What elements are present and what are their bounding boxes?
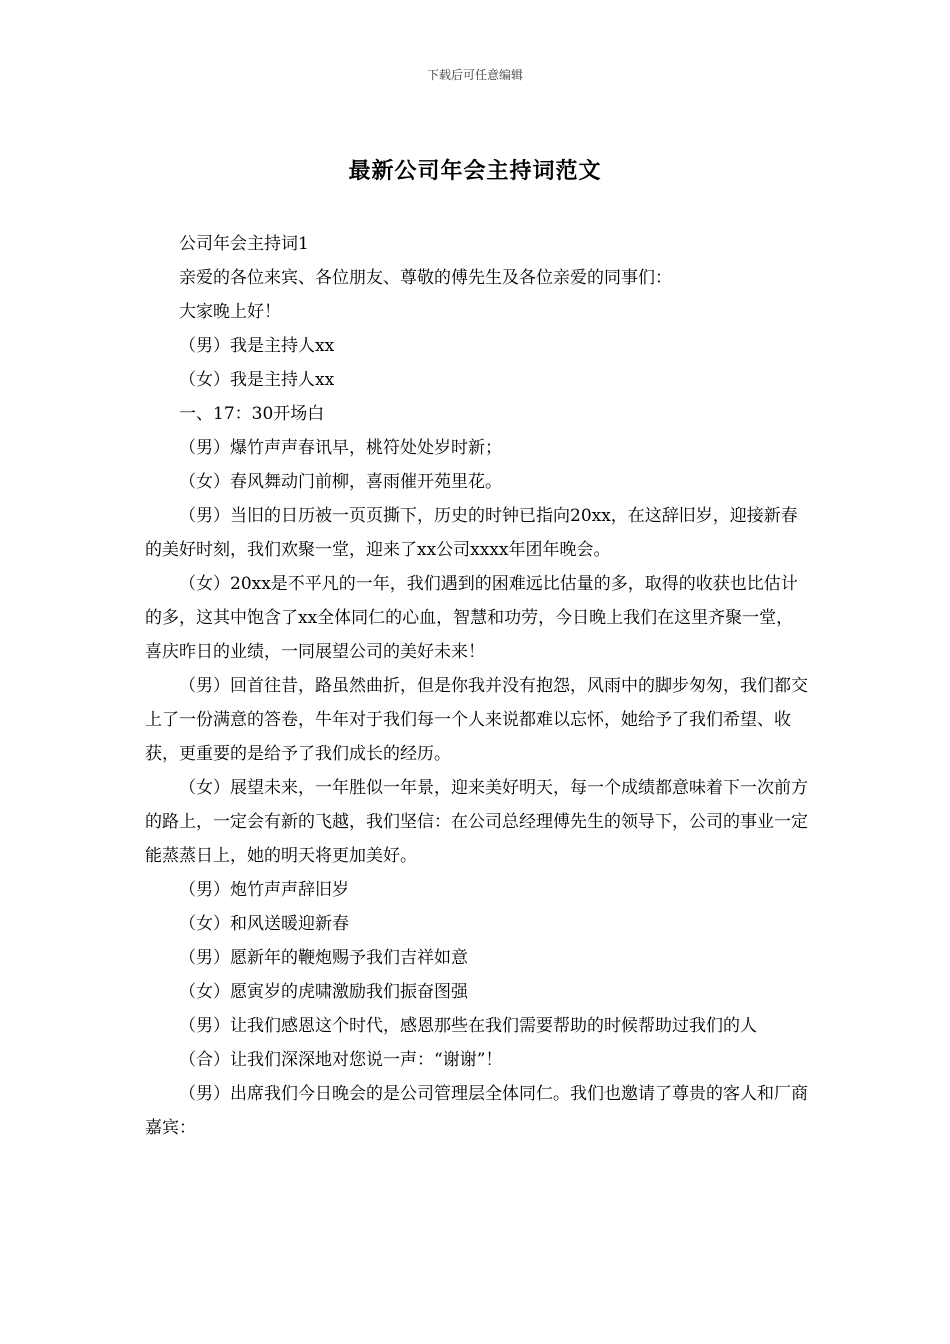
paragraph: （女）展望未来，一年胜似一年景，迎来美好明天，每一个成绩都意味着下一次前方的路上，一定会有新的飞越，我们坚信：在公司总经理傅先生的领导下，公司的事业一定能蒸蒸日上，她的明天将更加美好。 <box>145 778 808 866</box>
paragraph: 一、17：30开场白 <box>179 404 325 424</box>
paragraph: （男）爆竹声声春讯早，桃符处处岁时新； <box>179 438 502 458</box>
paragraph: （男）愿新年的鞭炮赐予我们吉祥如意 <box>179 948 468 968</box>
paragraph: 公司年会主持词1 <box>179 234 309 254</box>
paragraph: （男）当旧的日历被一页页撕下，历史的时钟已指向20xx，在这辞旧岁，迎接新春的美好时刻，我们欢聚一堂，迎来了xx公司xxxx年团年晚会。 <box>145 506 798 560</box>
paragraph: （女）春风舞动门前柳，喜雨催开苑里花。 <box>179 472 502 492</box>
paragraph: （女）我是主持人xx <box>179 370 335 390</box>
paragraph: （男）出席我们今日晚会的是公司管理层全体同仁。我们也邀请了尊贵的客人和厂商嘉宾： <box>145 1084 808 1138</box>
paragraph: 大家晚上好！ <box>179 302 281 322</box>
paragraph: （男）炮竹声声辞旧岁 <box>179 880 349 900</box>
header-note: 下载后可任意编辑 <box>426 68 523 82</box>
paragraph: （合）让我们深深地对您说一声：“谢谢”！ <box>179 1050 503 1070</box>
document-title: 最新公司年会主持词范文 <box>348 158 602 184</box>
document-body <box>145 227 810 1145</box>
paragraph: （男）回首往昔，路虽然曲折，但是你我并没有抱怨，风雨中的脚步匆匆，我们都交上了一份满意的答卷，牛年对于我们每一个人来说都难以忘怀，她给予了我们希望、收获，更重要的是给予了我们成长的经历。 <box>145 676 808 764</box>
paragraph: （女）愿寅岁的虎啸激励我们振奋图强 <box>179 982 468 1002</box>
paragraph: 亲爱的各位来宾、各位朋友、尊敬的傅先生及各位亲爱的同事们： <box>179 268 672 288</box>
paragraph: （女）和风送暖迎新春 <box>179 914 349 934</box>
paragraph: （男）我是主持人xx <box>179 336 335 356</box>
paragraph: （女）20xx是不平凡的一年，我们遇到的困难远比估量的多，取得的收获也比估计的多，这其中饱含了xx全体同仁的心血，智慧和功劳，今日晚上我们在这里齐聚一堂，喜庆昨日的业绩，一同展望公司的美好未来！ <box>145 574 798 662</box>
paragraph: （男）让我们感恩这个时代，感恩那些在我们需要帮助的时候帮助过我们的人 <box>179 1016 757 1036</box>
